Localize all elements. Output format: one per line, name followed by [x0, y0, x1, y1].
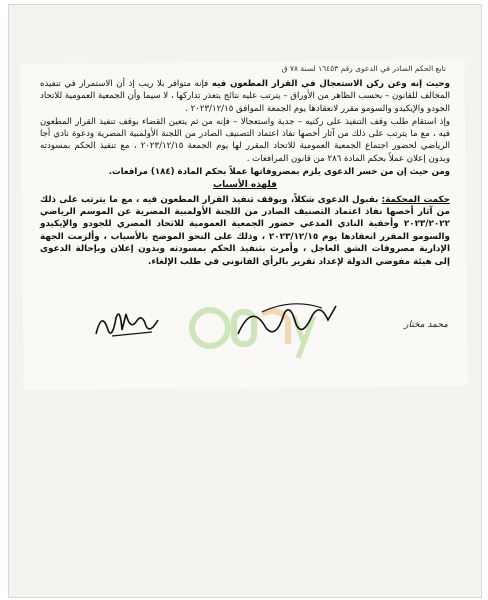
signature-left	[92, 300, 162, 344]
handwritten-name: محمد مختار	[404, 320, 448, 330]
verdict-lead: حكمت المحكمة:	[381, 194, 450, 205]
paragraph-urgency-rest: فإنه متوافر بلا ريب إذ أن الاستمرار في تنفيذه المخالف للقانون – بحسب الظاهر من الأوراق – يترتب عليه نتائج يتعذر تداركها ، لا سيما وأن الجمعية العمومية للاتحاد الجودو والإيكيدو والسومو مقرر لانعقادها يوم الجمعة الموافق ٢٠٢٣/١٢/١٥ .	[40, 79, 450, 114]
paragraph-urgency-lead: وحيث إنه وعن ركن الاستعجال في القرار المطعون فيه	[211, 79, 451, 89]
verdict-paragraph	[40, 194, 450, 268]
case-header: تابع الحكم الصادر في الدعوى رقم ١٦٤٥٣ لسنة ٧٨ ق	[281, 64, 446, 73]
paragraph-ruling-basis: وإذ استقام طلب وقف التنفيذ على ركنيه – جدية واستعجالا – فإنه من ثم يتعين القضاء بوقف تنفيذ القرار المطعون فيه ، مع ما يترتب على ذلك من آثار أخصها نفاذ اعتماد التصنيف الصادر من اللجنة الأولمبية المصرية ودعوة نادي أجا الرياضي لحضور اجتماع الجمعية العمومية للاتحاد المقرر لها يوم الجمعة ٢٠٢٣/١٢/١٥ ، مع تنفيذ الحكم بمسودته وبدون إعلان عملاً بحكم المادة ٢٨٦ من قانون المرافعات .	[40, 116, 451, 164]
paragraph-costs: ومن حيث إن من خسر الدعوى يلزم بمصروفاتها عملاً بحكم المادة (١٨٤) مرافعات.	[108, 167, 450, 178]
verdict-text: بقبول الدعوى شكلاً، وبوقف تنفيذ القرار المطعون فيه ، مع ما يترتب على ذلك من آثار أخصها نفاذ اعتماد التصنيف الصادر من اللجنة الأولمبية المصرية عن الموسم الرياضي ٢٠٢٣/٢٠٢٢ وأحقية النادي المدعي حضور الجمعية العمومية للاتحاد المصري للجودو والإيكيدو والسومو المقرر انعقادها يوم ٢٠٢٣/١٢/١٥ ، وذلك على النحو الموضح بالأسباب ، وألزمت الجهة الإدارية مصروفات الشق العاجل ، وأمرت بتنفيذ الحكم بمسودته وبدون إعلان وبإحالة الدعوى إلى هيئة مفوضي الدولة لإعداد تقرير بالرأي القانوني في طلب الإلغاء.	[40, 194, 451, 267]
reasons-heading: فلهذه الأسباب	[213, 180, 277, 191]
paragraph-urgency	[40, 78, 450, 115]
judgment-body	[40, 78, 450, 269]
signature-center	[232, 294, 342, 344]
